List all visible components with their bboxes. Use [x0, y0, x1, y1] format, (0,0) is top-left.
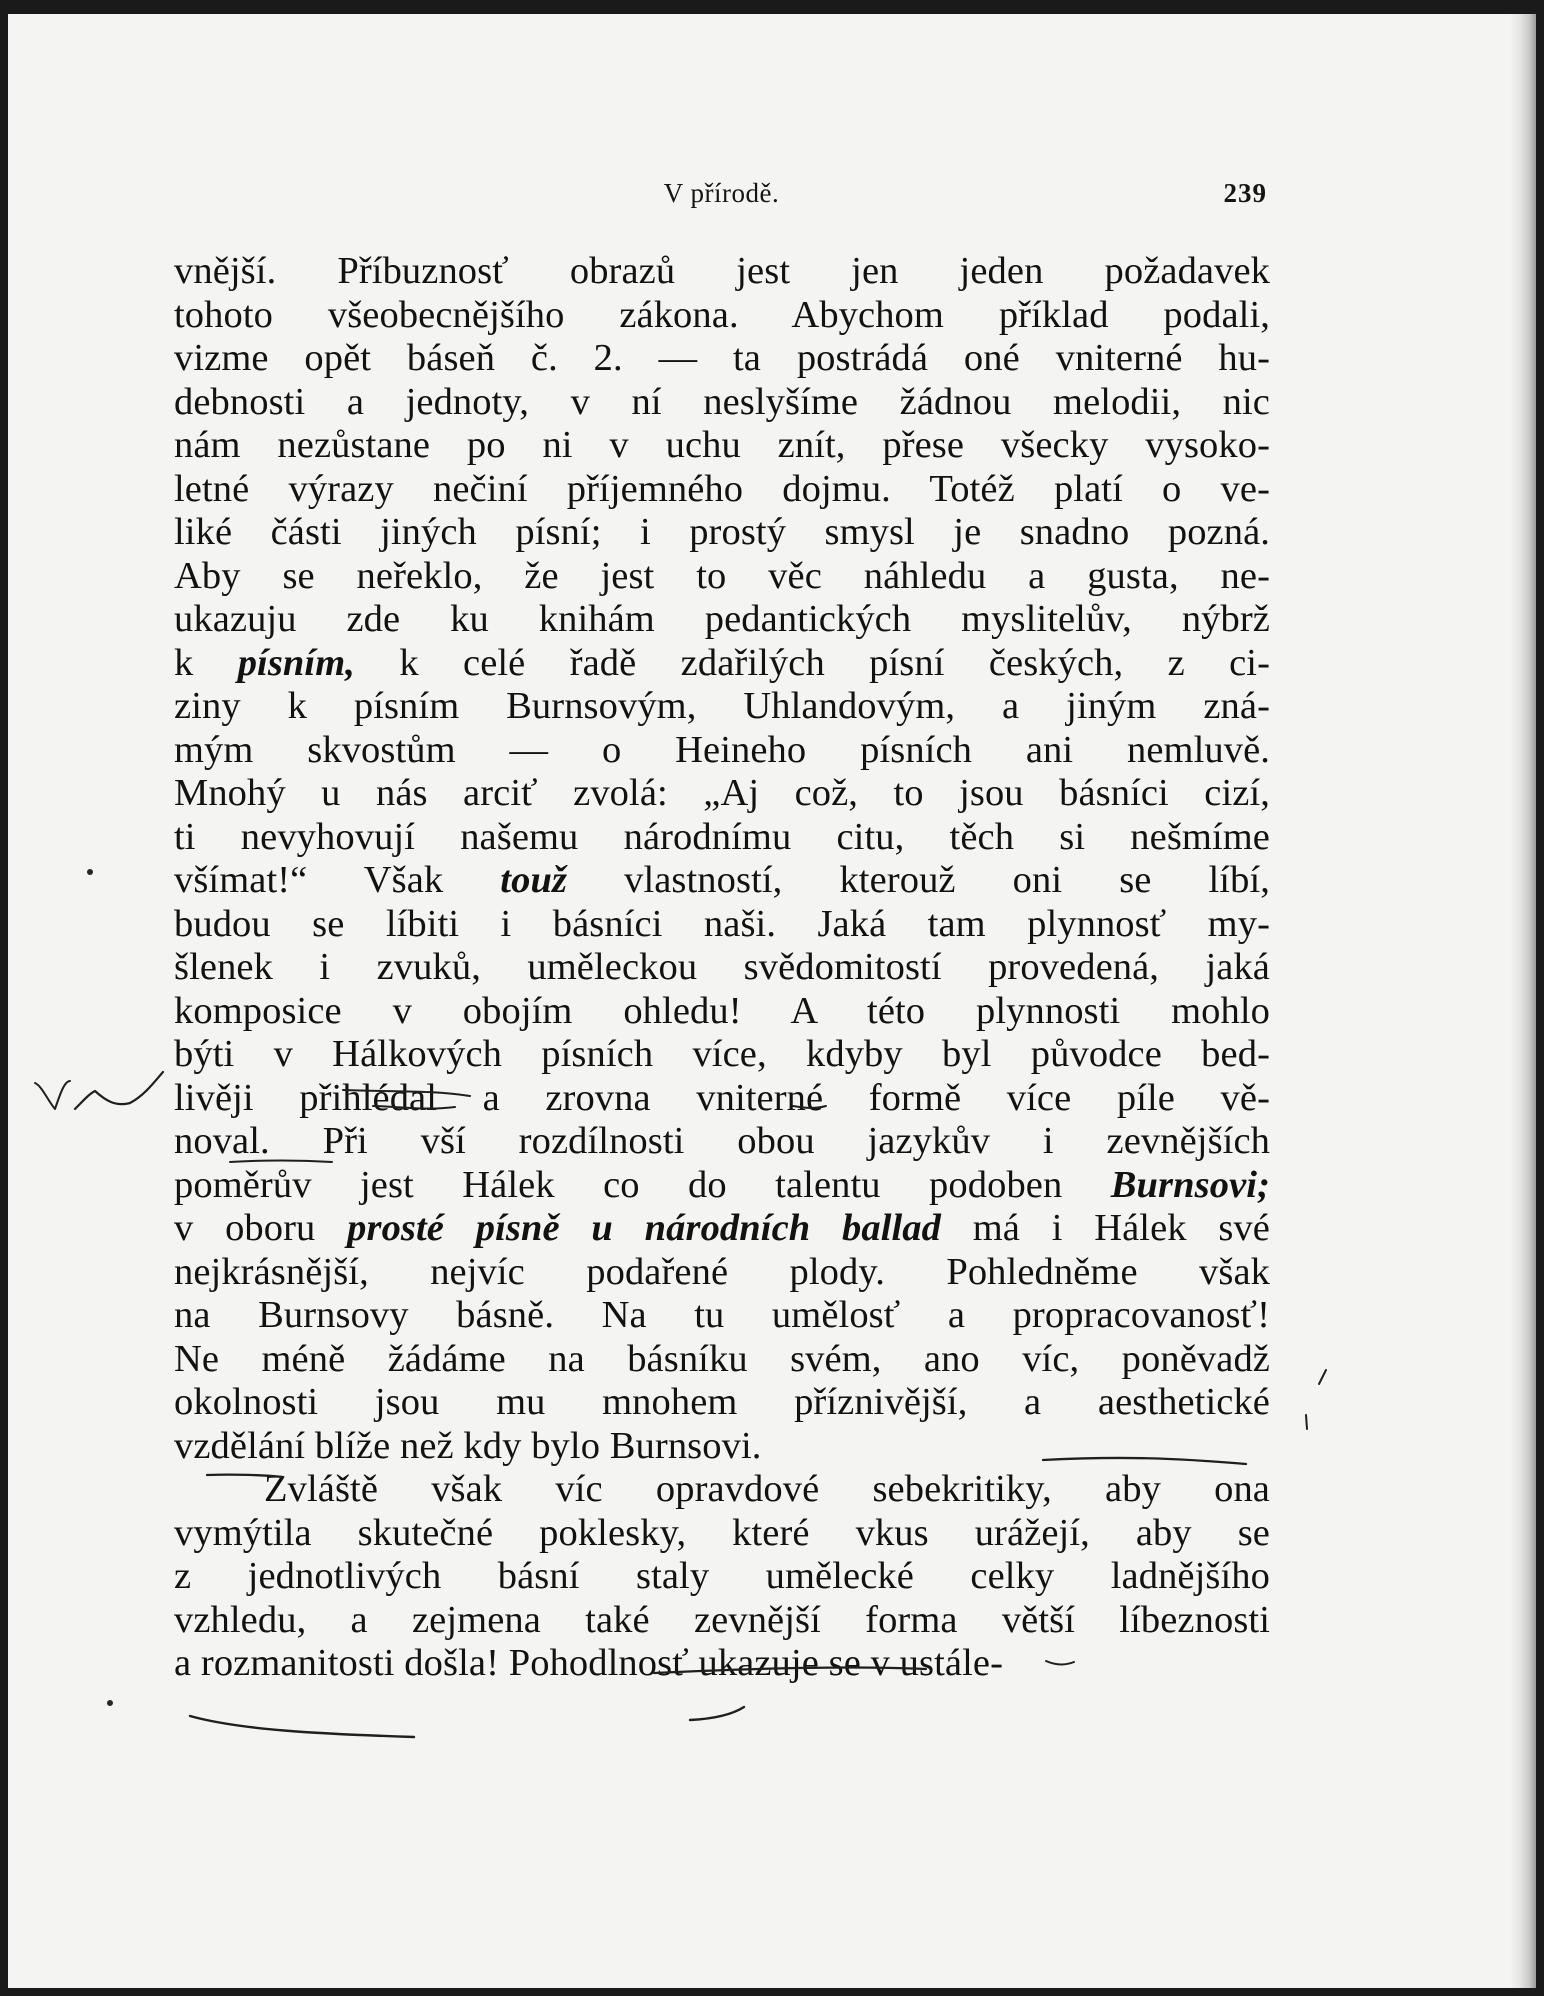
text-line: vzdělání blíže než kdy bylo Burnsovi.: [174, 1424, 762, 1467]
text-line: vizme opět báseň č. 2. — ta postrádá oné vniterné hu-: [174, 337, 1270, 379]
text-line: z jednotlivých básní staly umělecké celky ladnějšího: [174, 1555, 1270, 1597]
text-line: nejkrásnější, nejvíc podařené plody. Pohledněme však: [174, 1250, 1270, 1293]
text-line: býti v Hálkových písních více, kdyby byl původce bed-: [174, 1033, 1270, 1075]
text-line: letné výrazy nečiní příjemného dojmu. Totéž platí o ve-: [174, 467, 1270, 510]
page-number: 239: [1223, 178, 1267, 208]
italic-emphasis: touž: [500, 859, 568, 901]
text-line: tohoto všeobecnějšího zákona. Abychom příklad podali,: [174, 293, 1270, 336]
text-line: okolnosti jsou mu mnohem příznivější, a aesthetické: [174, 1381, 1270, 1423]
text-segment: k celé řadě zdařilých písní českých, z ci-: [355, 641, 1270, 684]
text-line: Aby se neřeklo, že jest to věc náhledu a gusta, ne-: [174, 554, 1270, 597]
text-line: [174, 1207, 1270, 1251]
text-line: Zvláště však víc opravdové sebekritiky, aby ona: [264, 1468, 1270, 1510]
page-edge-shadow: [1510, 14, 1536, 1988]
scanned-book-page: [8, 14, 1536, 1988]
italic-emphasis: Burnsovi;: [1110, 1163, 1270, 1206]
text-line: Ne méně žádáme na básníku svém, ano víc, poněvadž: [174, 1337, 1270, 1380]
text-line: ti nevyhovují našemu národnímu citu, těch si nešmíme: [174, 815, 1270, 858]
text-line: [174, 642, 1270, 686]
text-segment: k: [174, 641, 238, 684]
text-segment: má i Hálek své: [941, 1207, 1270, 1249]
text-line: [174, 859, 1270, 903]
text-segment: v oboru: [174, 1207, 348, 1249]
text-line: šlenek i zvuků, uměleckou svědomitostí provedená, jaká: [174, 946, 1270, 988]
text-line: vzhledu, a zejmena také zevnější forma větší líbeznosti: [174, 1598, 1270, 1641]
text-line: ukazuju zde ku knihám pedantických myslitelův, nýbrž: [174, 598, 1270, 640]
text-line: [174, 1164, 1270, 1208]
text-line: komposice v obojím ohledu! A této plynnosti mohlo: [174, 989, 1270, 1032]
text-segment: vlastností, kterouž oni se líbí,: [567, 859, 1270, 901]
text-line: ziny k písním Burnsovým, Uhlandovým, a jiným zná-: [174, 685, 1270, 727]
text-line: nám nezůstane po ni v uchu znít, přese všecky vysoko-: [174, 424, 1270, 466]
running-title: V přírodě.: [663, 178, 780, 208]
text-line: Mnohý u nás arciť zvolá: „Aj což, to jsou básníci cizí,: [174, 772, 1270, 814]
page-header: [176, 178, 1267, 218]
text-line: a rozmanitosti došla! Pohodlnosť ukazuje se v ustále-: [174, 1642, 1004, 1684]
text-segment: všímat!“ Však: [174, 859, 501, 901]
text-line: debnosti a jednoty, v ní neslyšíme žádnou melodii, nic: [174, 380, 1270, 423]
italic-emphasis: písním,: [237, 641, 355, 684]
text-line: budou se líbiti i básníci naši. Jaká tam plynnosť my-: [174, 902, 1270, 945]
body-text: [174, 250, 1270, 1686]
text-line: na Burnsovy básně. Na tu umělosť a propracovanosť!: [174, 1294, 1270, 1336]
text-line: mým skvostům — o Heineho písních ani nemluvě.: [174, 728, 1270, 771]
text-line: livěji přihlédal a zrovna vniterné formě více píle vě-: [174, 1076, 1270, 1119]
text-line: vnější. Příbuznosť obrazů jest jen jeden požadavek: [174, 250, 1270, 292]
text-line: vymýtila skutečné poklesky, které vkus urážejí, aby se: [174, 1511, 1270, 1554]
italic-emphasis: prosté písně u národních ballad: [347, 1207, 941, 1249]
text-segment: poměrův jest Hálek co do talentu podoben: [174, 1163, 1111, 1206]
text-line: liké části jiných písní; i prostý smysl je snadno pozná.: [174, 511, 1270, 553]
text-line: noval. Při vší rozdílnosti obou jazykův i zevnějších: [174, 1120, 1270, 1162]
